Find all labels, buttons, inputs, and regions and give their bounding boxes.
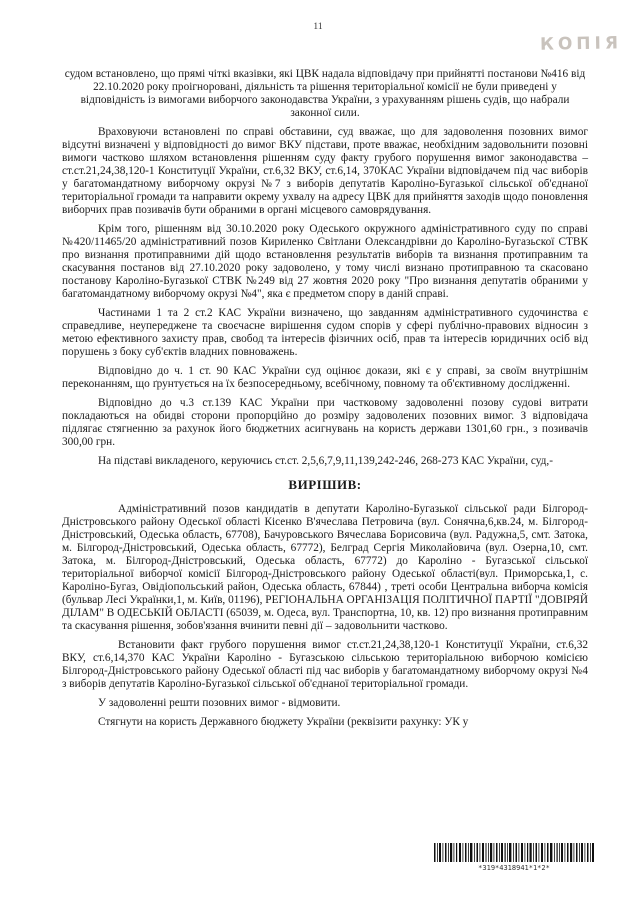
paragraph-court-conclusion: Враховуючи встановлені по справі обставини, суд вважає, що для задоволення позовних вимог відсутні визначені у відповідності до вимог ВКУ підстави, проте вважає, необхідним задовольнити позовні вимоги частково шляхом встановлення рішенням суду факту грубого порушення вимог законодавства – ст.ст.21,24,38,120-1 Конституції України, ст.6,32 ВКУ, ст.6,14, 370КАС України відповідачем під час виборів у багатомандатному виборчому окрузі №7 з виборів депутатів Кароліно-Бугазької сільської об'єднаної територіальної громади та направити окрему ухвалу на адресу ЦВК для прийняття заходів щодо поновлення виборчих прав позивачів бути обраними в органі місцевого самоврядування. xyxy=(62,126,588,216)
document-body xyxy=(62,68,588,735)
paragraph-kas-article-2: Частинами 1 та 2 ст.2 КАС України визначено, що завданням адміністративного судочинства є справедливе, неупереджене та своєчасне вирішення судом спорів у сфері публічно-правових відносин з метою ефективного захисту прав, свобод та інтересів фізичних осіб, прав та інтересів юридичних осіб від порушень з боку суб'єктів владних повноважень. xyxy=(62,307,588,358)
paragraph-related-case: Крім того, рішенням від 30.10.2020 року Одеського окружного адміністративного суду по справі №420/11465/20 адміністративний позов Кириленко Світлани Олександрівни до Кароліно-Бугазьскої СТВК про визнання протиправними дій щодо встановлення результатів виборів та визнання протиправним та скасування постанов від 27.10.2020 року задоволено, у тому числі визнано протиправною та скасовано постанову Кароліно-Бугазької СТВК №249 від 27 жовтня 2020 року "Про визнання депутатів обраними у багатомандатному виборчому окрузі №4", яка є предметом спору в даній справі. xyxy=(62,223,588,300)
page-number: 11 xyxy=(313,22,323,32)
decision-heading: ВИРІШИВ: xyxy=(288,477,362,492)
paragraph-court-costs: Відповідно до ч.3 ст.139 КАС України при частковому задоволенні позову судові витрати покладаються на обидві сторони пропорційно до розміру задоволених позовних вимог. З відповідача підлягає стягненню за рахунок його бюджетних асигнувань на користь держави 1301,60 грн., з позивачів 300,00 грн. xyxy=(62,397,588,448)
paragraph-kas-article-90: Відповідно до ч. 1 ст. 90 КАС України суд оцінює докази, які є у справі, за своїм внутрішнім переконанням, що ґрунтується на їх безпосередньому, всебічному, повному та об'єктивному дослідженні. xyxy=(62,365,588,390)
barcode-number: *319*4318941*1*2* xyxy=(478,864,550,872)
barcode xyxy=(434,843,594,862)
paragraph-decision-violation: Встановити факт грубого порушення вимог ст.ст.21,24,38,120-1 Конституції України, ст.6,32 ВКУ, ст.6,14,370 КАС України Кароліно - Бугазською сільською територіальною виборчою комісією Білгород-Дністровського району Одеської області під час виборів у багатомандатному виборчому окрузі №4 з виборів депутатів Кароліно-Бугазької сільської об'єднаної територіальної громади. xyxy=(62,639,588,690)
paragraph-court-findings: судом встановлено, що прямі чіткі вказівки, які ЦВК надала відповідачу при прийнятті постанови №416 від 22.10.2020 року проігноровані, діяльність та рішення територіальної комісії не були приведені у відповідність із вимогами виборчого законодавства України, з урахуванням рішень судів, що набрали законної сили. xyxy=(64,68,586,119)
paragraph-decision-recover: Стягнути на користь Державного бюджету України (реквізити рахунку: УК у xyxy=(98,716,469,728)
paragraph-legal-basis: На підставі викладеного, керуючись ст.ст. 2,5,6,7,9,11,139,242-246, 268-273 КАС України, суд,- xyxy=(98,455,553,467)
paragraph-decision-dismiss: У задоволенні решти позовних вимог - відмовити. xyxy=(98,697,341,709)
paragraph-decision-claim: Адміністративний позов кандидатів в депутати Кароліно-Бугазької сільської ради Білгород-Дністровського району Одеської області Кісенко В'ячеслава Петровича (вул. Сонячна,6,кв.24, м. Білгород-Дністровський, Одеська область, 67708), Бачуровського Вячеслава Борисовича (вул. Радужна,5, смт. Затока, м. Білгород-Дністровський, Одеська область, 67772), Белград Сергія Миколайовича (вул. Озерна,10, смт. Затока, м. Білгород-Дністровський, Одеська область, 67772) до Кароліно - Бугазської сільської територіальної виборчої комісії Білгород-Дністровського району Одеської області(вул. Приморська,1, с. Кароліно-Бугаз, Овідіопольський район, Одеська область, 67844) , треті особи Центральна виборча комісія (бульвар Лесі Українки,1, м. Київ, 01196), РЕГІОНАЛЬНА ОРГАНІЗАЦІЯ ПОЛІТИЧНОЇ ПАРТІЇ "ДОВІРЯЙ ДІЛАМ" В ОДЕСЬКІЙ ОБЛАСТІ (65039, м. Одеса, вул. Транспортна, 10, кв. 12) про визнання протиправним та скасування рішення, зобов'язання вчинити певні дії – задовольнити частково. xyxy=(62,503,588,632)
copy-stamp: КОПІЯ xyxy=(539,33,623,55)
